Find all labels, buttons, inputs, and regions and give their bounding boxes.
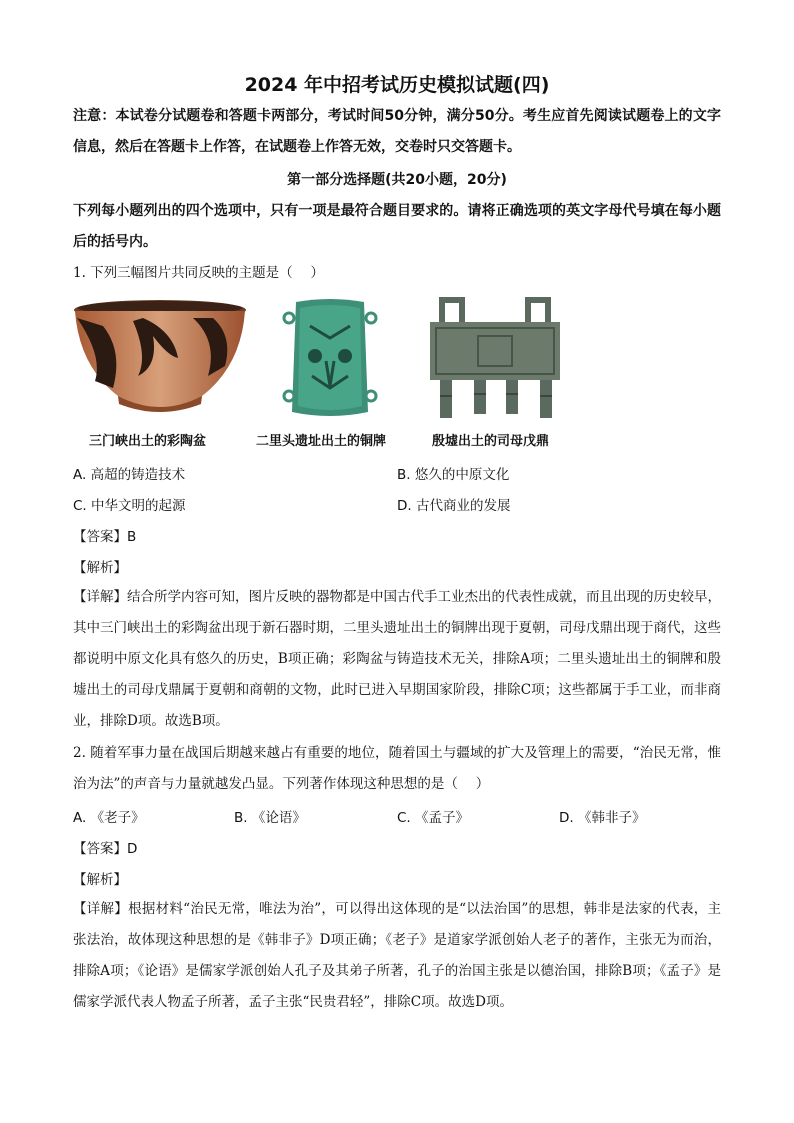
simuwu-ding-image: [422, 296, 568, 424]
notice: 注意：本试卷分试题卷和答题卡两部分，考试时间50分钟，满分50分。考生应首先阅读试题卷上的文字信息，然后在答题卡上作答，在试题卷上作答无效，交卷时只交答题卡。: [73, 108, 721, 155]
figure-caption-3: 殷墟出土的司母戊鼎: [432, 434, 550, 449]
question-2-option-a: A. 《老子》: [73, 810, 145, 826]
bronze-plaque-image: [282, 296, 378, 422]
question-2-option-c: C. 《孟子》: [397, 810, 470, 826]
question-1-answer: 【答案】B: [73, 529, 137, 545]
question-2-detail: 【详解】根据材料“治民无常，唯法为治”，可以得出这体现的是“以法治国”的思想，韩非是法家的代表，主张法治，故体现这种思想的是《韩非子》D项正确；《老子》是道家学派创始人老子的著作，主张无为而治，排除A项；《论语》是儒家学派创始人孔子及其弟子所著，孔子的治国主张是以德治国，排除B项；《孟子》是儒家学派代表人物孟子所著，孟子主张“民贵君轻”，排除C项。故选D项。: [73, 901, 721, 1010]
instruction: 下列每小题列出的四个选项中，只有一项是最符合题目要求的。请将正确选项的英文字母代号填在每小题后的括号内。: [73, 203, 721, 250]
question-1-option-b: B. 悠久的中原文化: [397, 467, 510, 483]
question-1-stem: 1. 下列三幅图片共同反映的主题是（ ）: [73, 265, 324, 281]
question-2-option-d: D. 《韩非子》: [559, 810, 646, 826]
question-2-option-b: B. 《论语》: [234, 810, 306, 826]
question-2-answer: 【答案】D: [73, 841, 138, 857]
question-1-option-c: C. 中华文明的起源: [73, 498, 186, 514]
question-1-detail: 【详解】结合所学内容可知，图片反映的器物都是中国古代手工业杰出的代表性成就，而且出现的历史较早，其中三门峡出土的彩陶盆出现于新石器时期，二里头遗址出土的铜牌出现于夏朝，司母戊鼎出现于商代，这些都说明中原文化具有悠久的历史，B项正确；彩陶盆与铸造技术无关，排除A项；二里头遗址出土的铜牌和殷墟出土的司母戊鼎属于夏朝和商朝的文物，此时已进入早期国家阶段，排除C项；这些都属于手工业，而非商业，排除D项。故选B项。: [73, 589, 721, 729]
question-2-analysis-label: 【解析】: [73, 872, 127, 888]
page-title: 2024 年中招考试历史模拟试题(四): [244, 74, 550, 96]
question-2-stem: 2. 随着军事力量在战国后期越来越占有重要的地位，随着国土与疆域的扩大及管理上的需要，“治民无常，惟治为法”的声音与力量就越发凸显。下列著作体现这种思想的是（ ）: [73, 745, 721, 792]
question-1-analysis-label: 【解析】: [73, 560, 127, 576]
painted-pottery-basin-image: [73, 296, 248, 420]
question-1-option-a: A. 高超的铸造技术: [73, 467, 186, 483]
section-heading: 第一部分选择题(共20小题，20分): [287, 172, 507, 188]
figure-caption-1: 三门峡出土的彩陶盆: [89, 434, 207, 449]
question-1-option-d: D. 古代商业的发展: [397, 498, 511, 514]
figure-caption-2: 二里头遗址出土的铜牌: [256, 434, 387, 449]
